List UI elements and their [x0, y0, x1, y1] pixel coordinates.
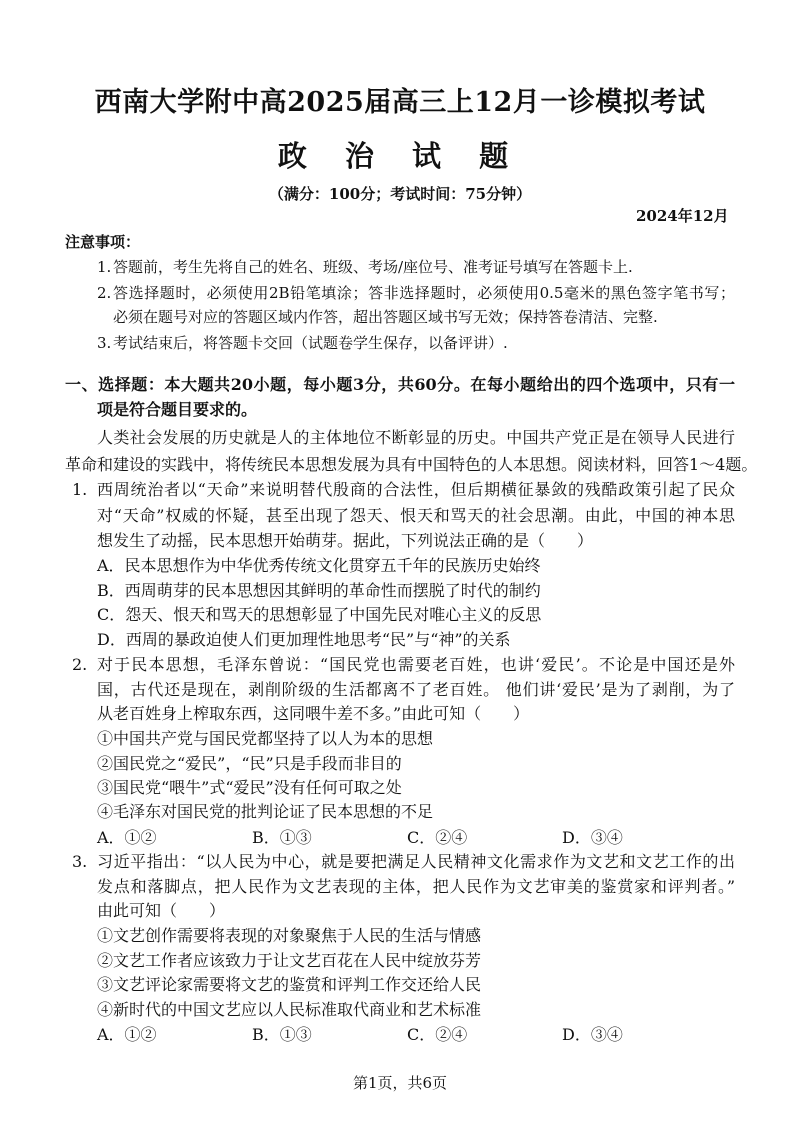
- option-d: D．西周的暴政迫使人们更加理性地思考“民”与“神”的关系: [97, 630, 511, 649]
- question-number: 2.: [72, 655, 88, 674]
- statement: ①中国共产党与国民党都坚持了以人为本的思想: [97, 729, 434, 748]
- option-a: A．民本思想作为中华优秀传统文化贯穿五千年的民族历史始终: [97, 556, 541, 575]
- option-d: D．③④: [562, 1025, 623, 1044]
- question-stem: 对于民本思想，毛泽东曾说：“国民党也需要老百姓，也讲‘爱民’。不论是中国还是外: [97, 655, 735, 674]
- question-stem: 对“天命”权威的怀疑，甚至出现了怨天、恨天和骂天的社会思潮。由此，中国的神本思: [97, 506, 735, 525]
- question-stem: 想发生了动摇，民本思想开始萌芽。据此，下列说法正确的是（ ）: [97, 531, 594, 550]
- section-heading: 项是符合题目要求的。: [97, 400, 258, 419]
- statement: ②文艺工作者应该致力于让文艺百花在人民中绽放芬芳: [97, 951, 482, 970]
- option-b: B．①③: [252, 1025, 312, 1044]
- option-c: C．②④: [407, 828, 468, 847]
- statement: ②国民党之“爱民”，“民”只是手段而非目的: [97, 754, 402, 773]
- notice-heading: 注意事项：: [65, 233, 141, 251]
- notice-item: 考试结束后，将答题卡交回（试题卷学生保存，以备评讲）.: [113, 334, 508, 352]
- exam-title: 西南大学附中高2025届高三上12月一诊模拟考试: [94, 87, 706, 118]
- page-number: 第1页，共6页: [352, 1074, 448, 1092]
- statement: ④毛泽东对国民党的批判论证了民本思想的不足: [97, 802, 434, 821]
- statement: ③国民党“喂牛”式“爱民”没有任何可取之处: [97, 778, 402, 797]
- question-stem: 由此可知（ ）: [97, 901, 226, 920]
- question-stem: 习近平指出：“以人民为中心，就是要把满足人民精神文化需求作为文艺和文艺工作的出: [97, 852, 735, 871]
- statement: ④新时代的中国文艺应以人民标准取代商业和艺术标准: [97, 1000, 482, 1019]
- option-a: A．①②: [97, 1025, 157, 1044]
- section-intro: 人类社会发展的历史就是人的主体地位不断彰显的历史。中国共产党正是在领导人民进行: [97, 428, 735, 447]
- notice-num: 3.: [97, 334, 112, 352]
- statement: ①文艺创作需要将表现的对象聚焦于人民的生活与情感: [97, 926, 482, 945]
- question-stem: 发点和落脚点，把人民作为文艺表现的主体，把人民作为文艺审美的鉴赏家和评判者。”: [97, 877, 735, 896]
- question-stem: 西周统治者以“天命”来说明替代殷商的合法性，但后期横征暴敛的残酷政策引起了民众: [97, 480, 735, 499]
- exam-info: （满分：100分；考试时间：75分钟）: [268, 185, 532, 203]
- notice-item: 答选择题时，必须使用2B铅笔填涂；答非选择题时，必须使用0.5毫米的黑色签字笔书写；: [113, 284, 735, 302]
- notice-item: 必须在题号对应的答题区域内作答，超出答题区域书写无效；保持答卷清洁、完整.: [113, 308, 658, 326]
- statement: ③文艺评论家需要将文艺的鉴赏和评判工作交还给人民: [97, 975, 482, 994]
- subject-title: 政 治 试 题: [277, 139, 523, 173]
- option-b: B．西周萌芽的民本思想因其鲜明的革命性而摆脱了时代的制约: [97, 581, 541, 600]
- question-number: 3.: [72, 852, 88, 871]
- option-d: D．③④: [562, 828, 623, 847]
- option-b: B．①③: [252, 828, 312, 847]
- question-number: 1.: [72, 480, 88, 499]
- option-c: C．怨天、恨天和骂天的思想彰显了中国先民对唯心主义的反思: [97, 605, 542, 624]
- notice-num: 2.: [97, 284, 112, 302]
- notice-item: 答题前，考生先将自己的姓名、班级、考场/座位号、准考证号填写在答题卡上.: [113, 258, 633, 276]
- section-heading: 一、选择题：本大题共20小题，每小题3分，共60分。在每小题给出的四个选项中，只有一: [65, 375, 735, 394]
- section-intro: 革命和建设的实践中，将传统民本思想发展为具有中国特色的人本思想。阅读材料，回答1～4题。: [65, 455, 758, 474]
- exam-date: 2024年12月: [636, 207, 729, 225]
- option-a: A．①②: [97, 828, 157, 847]
- notice-num: 1.: [97, 258, 112, 276]
- question-stem: 从老百姓身上榨取东西，这同喂牛差不多。”由此可知（ ）: [97, 704, 530, 723]
- option-c: C．②④: [407, 1025, 468, 1044]
- question-stem: 国，古代还是现在，剥削阶级的生活都离不了老百姓。 他们讲‘爱民’是为了剥削，为了: [97, 680, 735, 699]
